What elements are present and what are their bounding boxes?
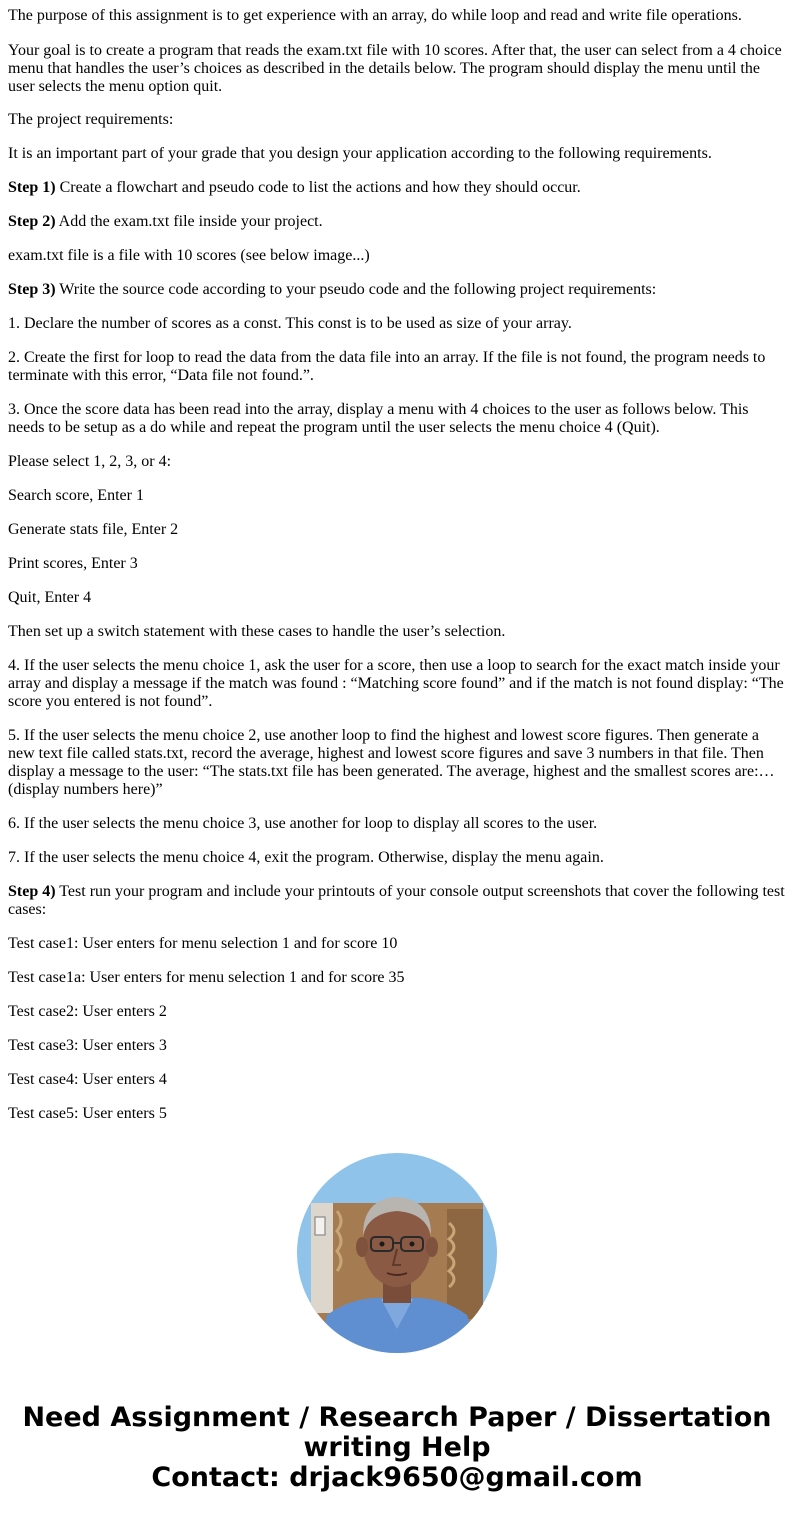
contact-banner [0, 1403, 794, 1493]
requirement-4: 4. If the user selects the menu choice 1, ask the user for a score, then use a loop to search for the exact match inside your array and display a message if the match was found : “Matching score found” and if the match is not found display: “The score you entered is not found”. [8, 657, 784, 710]
step-2-label: Step 2) [8, 213, 56, 230]
requirement-5: 5. If the user selects the menu choice 2, use another loop to find the highest and lowest score figures. Then generate a new text file called stats.txt, record the average, highest and lowest score figures and save 3 numbers in that file. Then display a message to the user: “The stats.txt file has been generated. The average, highest and the smallest scores are:…(display numbers here)” [8, 727, 775, 798]
step-3-paragraph [8, 281, 786, 299]
step-3-label: Step 3) [8, 281, 56, 298]
requirements-heading: The project requirements: [8, 111, 174, 128]
menu-option-1: Search score, Enter 1 [8, 487, 144, 504]
requirement-3: 3. Once the score data has been read into the array, display a menu with 4 choices to the user as follows below. This needs to be setup as a do while and repeat the program until the user selects the menu choice 4 (Quit). [8, 401, 749, 436]
step-1-text: Create a flowchart and pseudo code to list the actions and how they should occur. [55, 179, 581, 196]
test-case-4: Test case4: User enters 4 [8, 1071, 167, 1088]
test-case-2: Test case2: User enters 2 [8, 1003, 167, 1020]
step-2-text: Add the exam.txt file inside your project. [55, 213, 323, 230]
banner-contact-line: Contact: drjack9650@gmail.com [151, 1462, 643, 1493]
menu-option-3: Print scores, Enter 3 [8, 555, 138, 572]
step-4-text: Test run your program and include your printouts of your console output screenshots that cover the following test cases: [8, 883, 785, 918]
person-photo-icon [297, 1153, 497, 1353]
requirement-7: 7. If the user selects the menu choice 4, exit the program. Otherwise, display the menu again. [8, 849, 604, 866]
menu-option-2: Generate stats file, Enter 2 [8, 521, 179, 538]
banner-line-2: writing Help [303, 1432, 491, 1463]
switch-paragraph: Then set up a switch statement with these cases to handle the user’s selection. [8, 623, 506, 640]
step-4-paragraph [8, 883, 786, 919]
step-2-paragraph [8, 213, 786, 231]
test-case-5: Test case5: User enters 5 [8, 1105, 167, 1122]
step-1-label: Step 1) [8, 179, 56, 196]
menu-prompt: Please select 1, 2, 3, or 4: [8, 453, 172, 470]
author-avatar [297, 1153, 497, 1353]
test-case-1a: Test case1a: User enters for menu selection 1 and for score 35 [8, 969, 405, 986]
test-case-3: Test case3: User enters 3 [8, 1037, 167, 1054]
test-case-1: Test case1: User enters for menu selection 1 and for score 10 [8, 935, 398, 952]
step-4-label: Step 4) [8, 883, 56, 900]
requirement-1: 1. Declare the number of scores as a const. This const is to be used as size of your array. [8, 315, 572, 332]
requirement-6: 6. If the user selects the menu choice 3, use another for loop to display all scores to the user. [8, 815, 598, 832]
requirement-2: 2. Create the first for loop to read the data from the data file into an array. If the file is not found, the program needs to terminate with this error, “Data file not found.”. [8, 349, 766, 384]
intro-paragraph: The purpose of this assignment is to get experience with an array, do while loop and read and write file operations. [8, 7, 742, 24]
goal-paragraph: Your goal is to create a program that reads the exam.txt file with 10 scores. After that, the user can select from a 4 choice menu that handles the user’s choices as described in the details below. The program should display the menu until the user selects the menu option quit. [8, 42, 782, 95]
menu-option-4: Quit, Enter 4 [8, 589, 92, 606]
step-1-paragraph [8, 179, 786, 197]
exam-file-paragraph: exam.txt file is a file with 10 scores (see below image...) [8, 247, 370, 264]
step-3-text: Write the source code according to your pseudo code and the following project requirements: [55, 281, 657, 298]
grade-note-paragraph: It is an important part of your grade that you design your application according to the following requirements. [8, 145, 712, 162]
banner-line-1: Need Assignment / Research Paper / Dissertation [22, 1402, 772, 1433]
